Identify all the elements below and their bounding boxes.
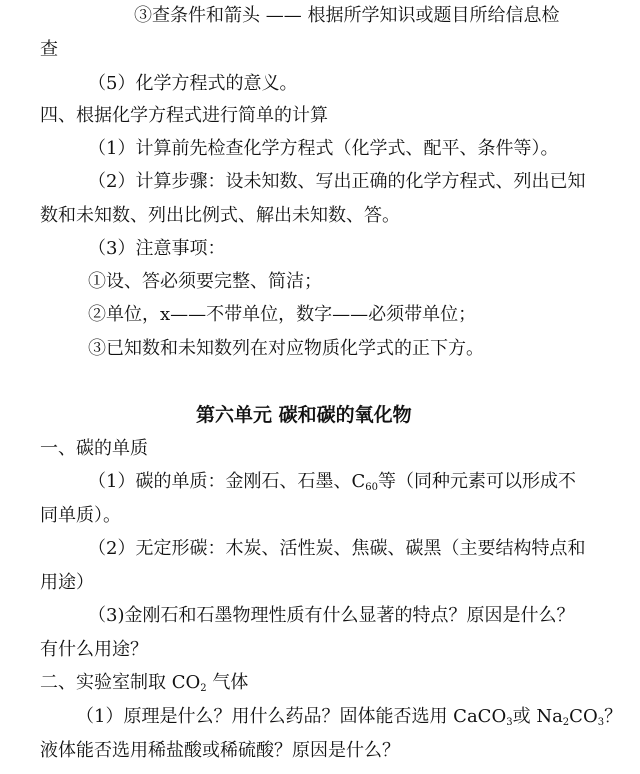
text-segment: 或 Na <box>512 706 563 727</box>
text-segment: （1）碳的单质：金刚石、石墨、C <box>88 471 366 492</box>
text-line-note-2: ②单位，x——不带单位，数字——必须带单位； <box>88 304 477 325</box>
text-line-check-conditions: ③查条件和箭头 —— 根据所学知识或题目所给信息检 <box>134 5 560 26</box>
text-segment: （1）原理是什么？用什么药品？固体能否选用 CaCO <box>76 706 507 727</box>
unit-title: 第六单元 碳和碳的氧化物 <box>196 404 412 426</box>
text-segment: 气体 <box>206 672 249 693</box>
text-segment: ？ <box>604 706 623 727</box>
text-line-diamond-graphite: （3)金刚石和石墨物理性质有什么显著的特点？原因是什么？ <box>88 605 575 626</box>
section-heading-carbon-elements: 一、碳的单质 <box>40 438 148 459</box>
text-line-amorphous-carbon: （2）无定形碳：木炭、活性炭、焦碳、碳黑（主要结构特点和 <box>88 538 586 559</box>
text-line-note-1: ①设、答必须要完整、简洁； <box>88 271 322 292</box>
section-heading-co2-lab <box>40 671 248 695</box>
subscript: 2 <box>562 717 570 728</box>
text-line-diamond-graphite-cont: 有什么用途？ <box>40 639 148 660</box>
text-segment: 二、实验室制取 CO <box>40 672 201 693</box>
text-line-equation-meaning: （5）化学方程式的意义。 <box>88 73 298 94</box>
subscript: 60 <box>365 482 378 493</box>
text-line-principle <box>76 705 622 729</box>
text-line-carbon-elements-cont: 同单质）。 <box>40 505 121 526</box>
text-line-check-first: （1）计算前先检查化学方程式（化学式、配平、条件等）。 <box>88 138 559 159</box>
text-line-notes: （3）注意事项： <box>88 238 226 259</box>
subscript: 3 <box>597 717 605 728</box>
text-line-principle-cont: 液体能否选用稀盐酸或稀硫酸？原因是什么？ <box>40 740 400 761</box>
text-segment: CO <box>569 706 598 727</box>
text-segment: 等（同种元素可以形成不 <box>377 471 576 492</box>
text-line-steps: （2）计算步骤：设未知数、写出正确的化学方程式、列出已知 <box>88 171 586 192</box>
text-line-carbon-elements <box>88 470 576 494</box>
text-line-check-cont: 查 <box>40 39 58 60</box>
text-line-steps-cont: 数和未知数、列出比例式、解出未知数、答。 <box>40 205 400 226</box>
subscript: 2 <box>200 683 207 694</box>
text-line-amorphous-carbon-cont: 用途） <box>40 572 94 593</box>
subscript: 3 <box>506 717 513 728</box>
text-line-note-3: ③已知数和未知数列在对应物质化学式的正下方。 <box>88 338 484 359</box>
section-heading-calculation: 四、根据化学方程式进行简单的计算 <box>40 105 328 126</box>
